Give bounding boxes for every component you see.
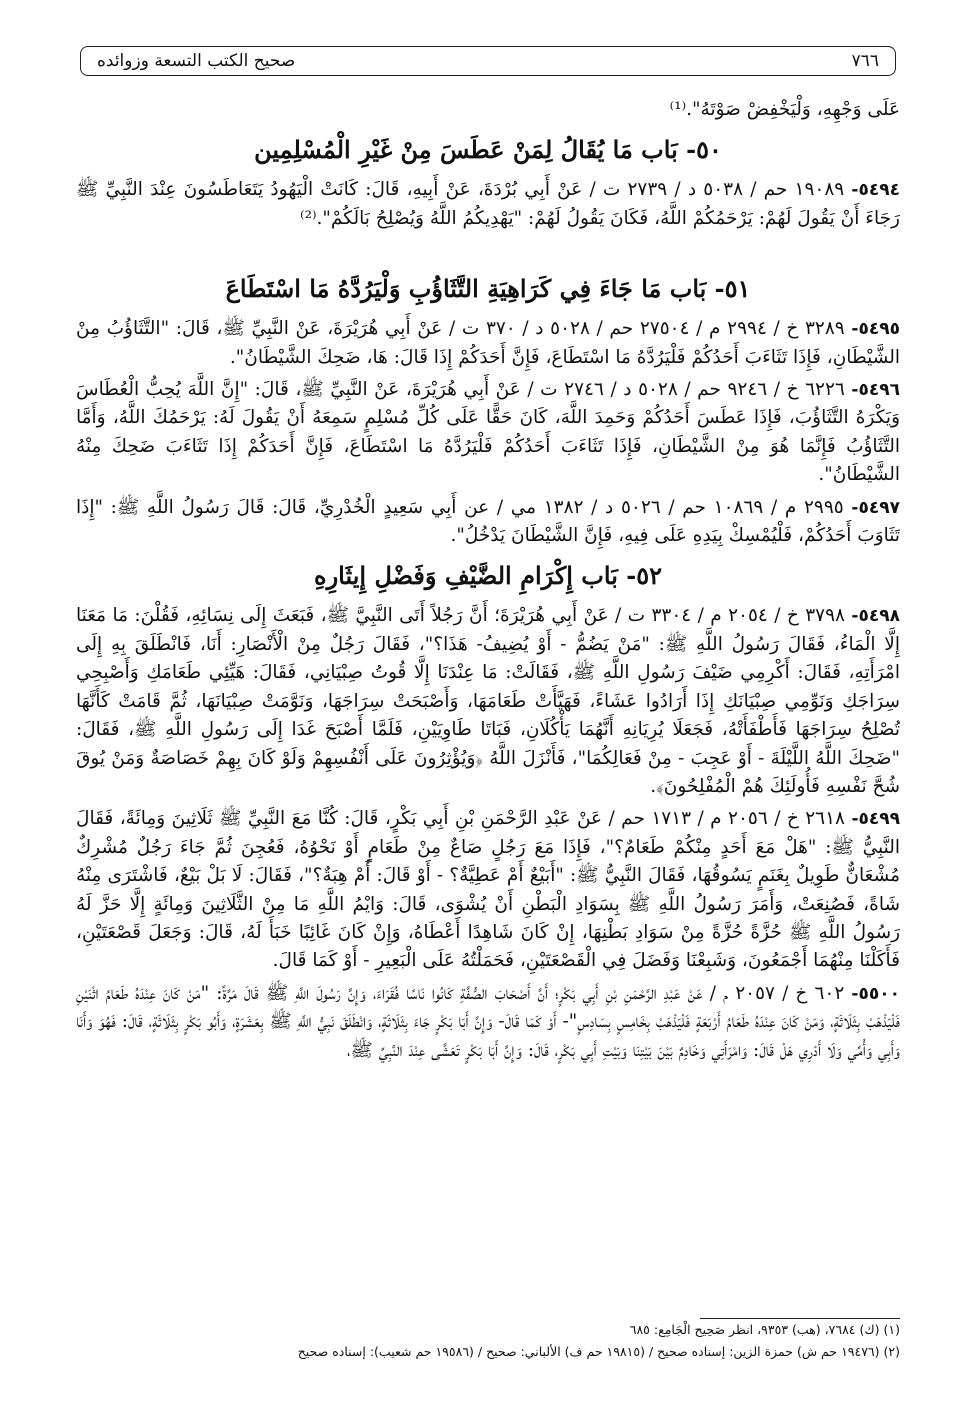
chapter-heading-52: ٥٢- بَاب إِكْرَامِ الضَّيْفِ وَفَضْلِ إِيثَارِهِ xyxy=(314,561,662,591)
hadith-text: ١٩٠٨٩ حم / ٥٠٣٨ د / ٢٧٣٩ ت / عَنْ أَبِي بُرْدَةَ، عَنْ أَبِيهِ، قَالَ: كَانَتْ الْيَهُودُ يَتَعَاطَسُونَ عِنْدَ النَّبِيِّ ﷺ رَجَاءَ أَنْ يَقُولَ لَهُمْ: يَرْحَمُكُمْ اللَّهُ، فَكَانَ يَقُولُ لَهُمْ: "يَهْدِيكُمُ اللَّهُ وَيُصْلِحُ بَالَكُمْ".⁽²⁾ xyxy=(76,179,900,229)
hadith-text: ٣٧٩٨ خ / ٢٠٥٤ م / ٣٣٠٤ ت / عَنْ أَبِي هُرَيْرَةَ؛ أَنَّ رَجُلاً أَتَى النَّبِيَّ ﷺ، فَبَعَثَ إِلَى نِسَائِهِ، فَقُلْنَ: مَا مَعَنَا إِلَّا الْمَاءُ، فَقَالَ رَسُولُ اللَّهِ ﷺ: "مَنْ يَضُمُّ - أَوْ يُضِيفُ- هَذَا؟"، فَقَالَ رَجُلٌ مِنْ الْأَنْصَارِ: أَنَا، فَانْطَلَقَ بِهِ إِلَى امْرَأَتِهِ، فَقَالَ: أَكْرِمِي ضَيْفَ رَسُولِ اللَّهِ ﷺ، فَقَالَتْ: مَا عِنْدَنَا إِلَّا قُوتُ صِبْيَانِي، فَقَالَ: هَيِّئِي طَعَامَكِ وَأَصْبِحِي سِرَاجَكِ وَنَوِّمِي صِبْيَانَكِ إِذَا أَرَادُوا عَشَاءً، فَهَيَّأَتْ طَعَامَهَا، وَأَصْبَحَتْ سِرَاجَهَا، وَنَوَّمَتْ صِبْيَانَهَا، ثُمَّ قَامَتْ كَأَنَّهَا تُصْلِحُ سِرَاجَهَا فَأَطْفَأَتْهُ، فَجَعَلَا يُرِيَانِهِ أَنَّهُمَا يَأْكُلَانِ، فَبَاتَا طَاوِيَيْنِ، فَلَمَّا أَصْبَحَ غَدَا إِلَى رَسُولِ اللَّهِ ﷺ، فَقَالَ: "ضَحِكَ اللَّهُ اللَّيْلَةَ - أَوْ عَجِبَ - مِنْ فَعَالِكُمَا"، فَأَنْزَلَ اللَّهُ ﴿وَيُؤْثِرُونَ عَلَى أَنْفُسِهِمْ وَلَوْ كَانَ بِهِمْ خَصَاصَةٌ وَمَنْ يُوقَ شُحَّ نَفْسِهِ فَأُولَئِكَ هُمْ الْمُفْلِحُونَ﴾. xyxy=(76,605,901,797)
hadith-paragraph xyxy=(76,315,900,372)
hadith-number: ٥٤٩٨- xyxy=(851,606,900,627)
hadith-number: ٥٤٩٥- xyxy=(851,319,900,340)
opening-line: عَلَى وَجْهِهِ، وَلْيَخْفِضْ صَوْتَهُ".⁽¹⁾ xyxy=(669,99,900,120)
hadith-number: ٥٤٩٧- xyxy=(851,497,900,518)
hadith-number: ٥٤٩٤- xyxy=(851,180,900,201)
book-title: صحيح الكتب التسعة وزوائده xyxy=(97,51,296,71)
footnote: (١) (ك) ٧٦٨٤، (هب) ٩٣٥٣، انظر صَحِيح الْجَامِع: ٦٨٥ xyxy=(629,1322,900,1337)
hadith-paragraph xyxy=(76,980,900,1065)
page-body xyxy=(76,96,900,1069)
page-number: ٧٦٦ xyxy=(851,51,879,71)
footnotes xyxy=(76,1318,900,1363)
hadith-text: ٢٦١٨ خ / ٢٠٥٦ م / ١٧١٣ حم / عَنْ عَبْدِ الرَّحْمَنِ بْنِ أَبِي بَكْرٍ، قَالَ: كُنَّا مَعَ النَّبِيِّ ﷺ ثَلَاثِينَ وَمِائَةً، فَقَالَ النَّبِيُّ ﷺ: "هَلْ مَعَ أَحَدٍ مِنْكُمْ طَعَامٌ؟"، فَإِذَا مَعَ رَجُلٍ صَاعٌ مِنْ طَعَامٍ أَوْ نَحْوُهُ، فَعُجِنَ ثُمَّ جَاءَ رَجُلٌ مُشْرِكٌ مُشْعَانٌّ طَوِيلٌ بِغَنَمٍ يَسُوقُهَا، فَقَالَ النَّبِيُّ ﷺ: "أَبَيْعٌ أَمْ عَطِيَّةٌ؟ - أَوْ قَالَ: أَمْ هِبَةٌ؟"، فَقَالَ: لَا بَلْ بَيْعٌ، فَاشْتَرَى مِنْهُ شَاةً، فَصُنِعَتْ، وَأَمَرَ رَسُولُ اللَّهِ ﷺ بِسَوَادِ الْبَطْنِ أَنْ يُشْوَى، قَالَ: وَايْمُ اللَّهِ مَا مِنْ الثَّلَاثِينَ وَمِائَةٍ إِلَّا حَزَّ لَهُ رَسُولُ اللَّهِ ﷺ حُزَّةً حُزَّةً مِنْ سَوَادِ بَطْنِهَا، إِنْ كَانَ شَاهِدًا أَعْطَاهُ، وَإِنْ كَانَ غَائِبًا خَبَأَ لَهُ، قَالَ: وَجَعَلَ قَصْعَتَيْنِ، فَأَكَلْنَا مِنْهُمَا أَجْمَعُونَ، وَشَبِعْنَا وَفَضَلَ فِي الْقَصْعَتَيْنِ، فَحَمَلْتُهُ عَلَى الْبَعِيرِ - أَوْ كَمَا قَالَ. xyxy=(76,808,900,972)
hadith-number: ٥٤٩٩- xyxy=(851,809,901,830)
hadith-text: ٦٢٢٦ خ / ٩٢٤٦ حم / ٥٠٢٨ د / ٢٧٤٦ ت / عَنْ أَبِي هُرَيْرَةَ، عَنْ النَّبِيِّ ﷺ، قَالَ: "إِنَّ اللَّهَ يُحِبُّ الْعُطَاسَ وَيَكْرَهُ التَّثَاؤُبَ، فَإِذَا عَطَسَ أَحَدُكُمْ وَحَمِدَ اللَّهَ، كَانَ حَقًّا عَلَى كُلِّ مُسْلِمٍ سَمِعَهُ أَنْ يَقُولَ لَهُ: يَرْحَمُكَ اللَّهُ، وَأَمَّا التَّثَاؤُبُ فَإِنَّمَا هُوَ مِنْ الشَّيْطَانِ، فَإِذَا تَثَاءَبَ أَحَدُكُمْ فَلْيَرُدَّهُ مَا اسْتَطَاعَ، فَإِنَّ أَحَدَكُمْ إِذَا تَثَاءَبَ ضَحِكَ مِنْهُ الشَّيْطَانُ". xyxy=(76,379,900,486)
hadith-text: ٢٩٩٥ م / ١٠٨٦٩ حم / ٥٠٢٦ د / ١٣٨٢ مي / عن أَبِي سَعِيدٍ الْخُدْرِيِّ، قَالَ: قَالَ رَسُولُ اللَّهِ ﷺ: "إِذَا تَثَاوَبَ أَحَدُكُمْ، فَلْيُمْسِكْ بِيَدِهِ عَلَى فِيهِ، فَإِنَّ الشَّيْطَانَ يَدْخُلُ". xyxy=(76,496,900,547)
hadith-text: ٣٢٨٩ خ / ٢٩٩٤ م / ٢٧٥٠٤ حم / ٥٠٢٨ د / ٣٧٠ ت / عَنْ أَبِي هُرَيْرَةَ، عَنْ النَّبِيِّ ﷺ، قَالَ: "التَّثَاؤُبُ مِنْ الشَّيْطَانِ، فَإِذَا تَثَاءَبَ أَحَدُكُمْ فَلْيَرُدَّهُ مَا اسْتَطَاعَ، فَإِنَّ أَحَدَكُمْ إِذَا قَالَ: هَا، ضَحِكَ الشَّيْطَانُ". xyxy=(76,318,900,368)
hadith-number: ٥٥٠٠- xyxy=(851,983,900,1004)
hadith-paragraph xyxy=(76,176,900,233)
hadith-number: ٥٤٩٦- xyxy=(851,380,900,401)
hadith-paragraph xyxy=(76,494,900,551)
running-header xyxy=(80,46,896,76)
hadith-paragraph xyxy=(76,602,900,801)
hadith-paragraph xyxy=(76,376,900,490)
section-gap xyxy=(76,237,900,263)
footnote: (٢) (١٩٤٧٦ حم ش) حمزة الزين: إسناده صحيح / (١٩٨١٥ حم ف) الألباني: صحيح / (١٩٥٨٦ حم شعيب): إسناده صحيح xyxy=(297,1344,900,1359)
hadith-paragraph xyxy=(76,805,900,975)
chapter-heading-51: ٥١- بَاب مَا جَاءَ فِي كَرَاهِيَةِ التَّثَاؤُبِ وَلْيَرُدَّهُ مَا اسْتَطَاعَ xyxy=(225,274,751,304)
hadith-text: ٦٠٢ خ / ٢٠٥٧ م / عَنْ عَبْدِ الرَّحْمَنِ بْنِ أَبِي بَكْرٍ؛ أَنَّ أَصْحَابَ الصُّفَّةِ كَانُوا نَاسًا فُقَرَاءَ، وَإِنَّ رَسُولَ اللَّهِ ﷺ قَالَ مَرَّةً: "مَنْ كَانَ عِنْدَهُ طَعَامُ اثْنَيْنِ فَلْيَذْهَبْ بِثَلَاثَةٍ، وَمَنْ كَانَ عِنْدَهُ طَعَامُ أَرْبَعَةٍ فَلْيَذْهَبْ بِخَامِسٍ بِسَادِسٍ"- أَوْ كَمَا قَالَ- وَإِنَّ أَبَا بَكْرٍ جَاءَ بِثَلَاثَةٍ، وَانْطَلَقَ نَبِيُّ اللَّهِ ﷺ بِعَشَرَةٍ، وَأَبُو بَكْرٍ بِثَلَاثَةٍ، قَالَ: فَهُوَ وَأَنَا وَأَبِي وَأُمِّي وَلَا أَدْرِي هَلْ قَالَ: وَامْرَأَتِي وَخَادِمٌ بَيْنَ بَيْتِنَا وَبَيْتِ أَبِي بَكْرٍ، قَالَ: وَإِنَّ أَبَا بَكْرٍ تَعَشَّى عِنْدَ النَّبِيِّ ﷺ، xyxy=(76,982,900,1061)
chapter-heading-50: ٥٠- بَاب مَا يُقَالُ لِمَنْ عَطَسَ مِنْ غَيْرِ الْمُسْلِمِين xyxy=(254,135,722,165)
